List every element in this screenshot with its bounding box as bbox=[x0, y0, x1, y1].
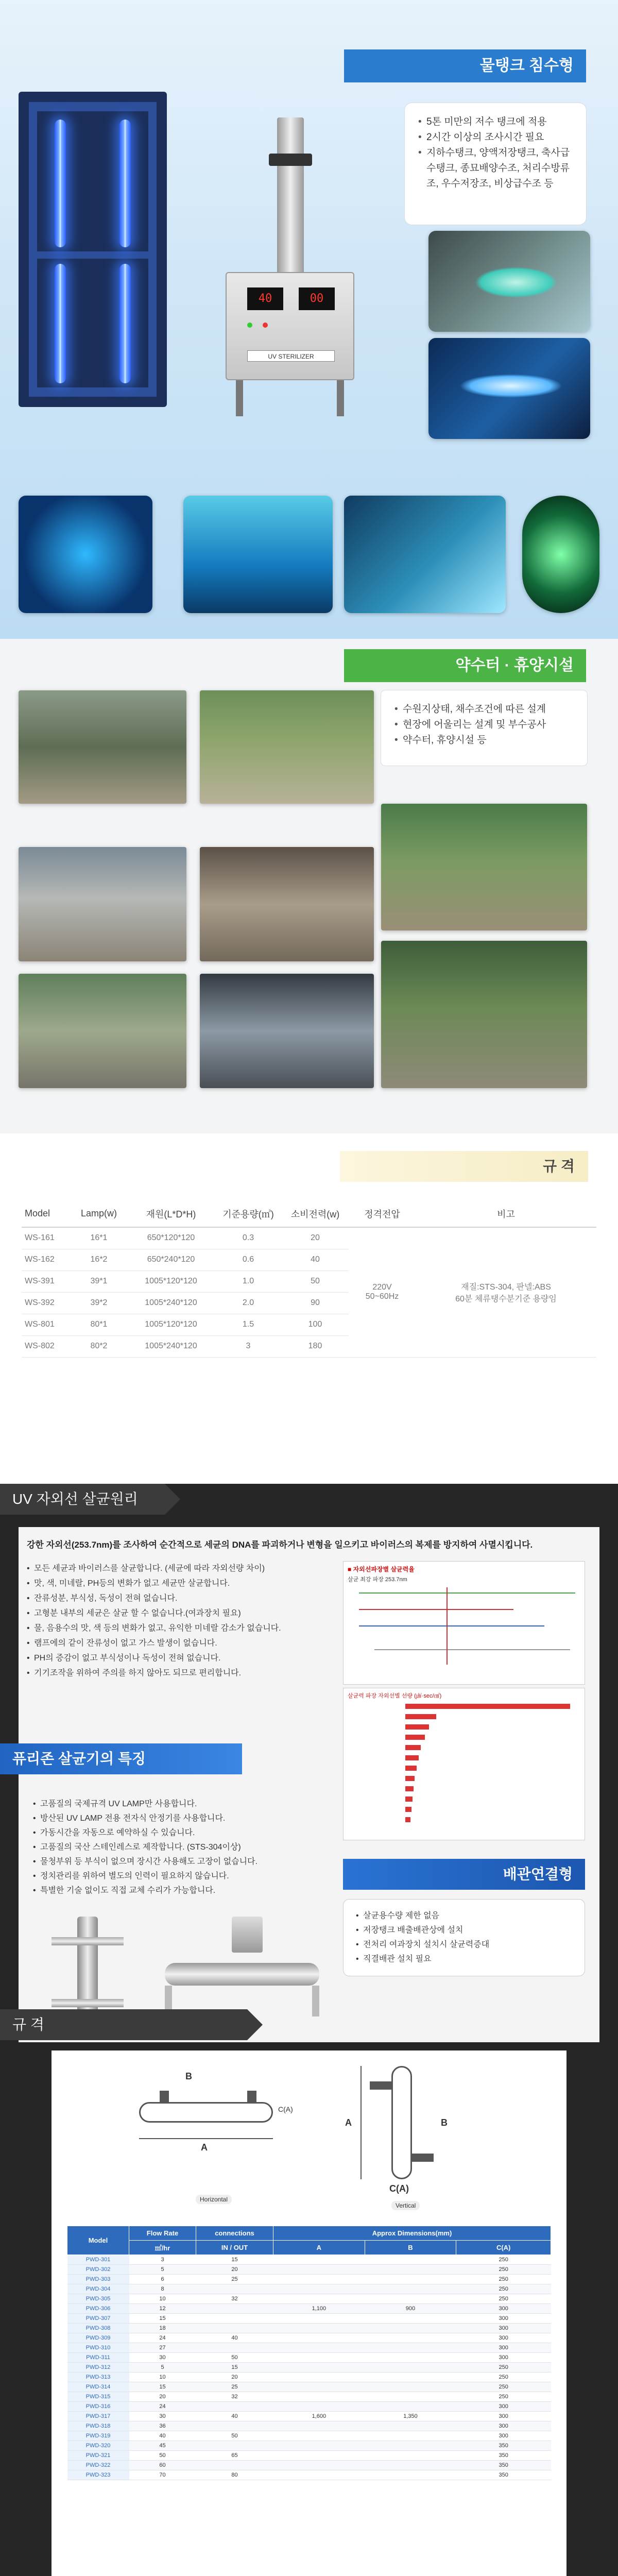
table-cell bbox=[273, 2451, 365, 2461]
table-cell: PWD-309 bbox=[67, 2333, 129, 2343]
table-row bbox=[67, 2441, 551, 2451]
table-cell: PWD-321 bbox=[67, 2451, 129, 2461]
table-row bbox=[67, 2363, 551, 2372]
table-cell: 25 bbox=[196, 2275, 273, 2284]
table-cell: 10 bbox=[129, 2372, 196, 2382]
site-photo-5 bbox=[200, 847, 374, 961]
table-row bbox=[67, 2470, 551, 2480]
table-cell bbox=[273, 2324, 365, 2333]
list-item: • 고품질의 국산 스테인레스로 제작합니다. (STS-304이상) bbox=[33, 1840, 317, 1855]
table-cell: 15 bbox=[129, 2314, 196, 2324]
table-cell: PWD-318 bbox=[67, 2421, 129, 2431]
table-cell bbox=[273, 2343, 365, 2353]
table-cell bbox=[273, 2255, 365, 2265]
uv-principle-title: UV 자외선 살균원리 bbox=[0, 1484, 165, 1515]
table-cell bbox=[273, 2441, 365, 2451]
table-cell: 40 bbox=[129, 2431, 196, 2441]
table-cell: 18 bbox=[129, 2324, 196, 2333]
table-cell bbox=[365, 2402, 456, 2412]
spec2-body bbox=[67, 2255, 551, 2480]
table-cell: 1,100 bbox=[273, 2304, 365, 2314]
table-cell: 32 bbox=[196, 2392, 273, 2402]
site-photo-8 bbox=[200, 974, 374, 1088]
timer-display-right: 00 bbox=[299, 287, 335, 310]
tank-photo-5 bbox=[344, 496, 506, 613]
table-cell: 30 bbox=[129, 2353, 196, 2363]
bullet: • 현장에 어울리는 설계 및 부수공사 bbox=[394, 717, 574, 733]
list-item: • 모든 세균과 바이러스를 살균합니다. (세균에 따라 자외선량 차이) bbox=[27, 1561, 325, 1576]
table-cell: 1,600 bbox=[273, 2412, 365, 2421]
table-cell bbox=[196, 2441, 273, 2451]
table-cell: PWD-319 bbox=[67, 2431, 129, 2441]
table-cell: 20 bbox=[196, 2265, 273, 2275]
table-row bbox=[67, 2265, 551, 2275]
wavelength-chart-sub: 살균 최강 파장 253.7nm bbox=[348, 1577, 407, 1583]
list-item: • 고품질의 국제규격 UV LAMP만 사용합니다. bbox=[33, 1797, 317, 1811]
uv-sterilizer-device bbox=[215, 117, 365, 427]
table-cell bbox=[365, 2343, 456, 2353]
drawing-label-a: A bbox=[201, 2142, 208, 2153]
table-cell bbox=[273, 2392, 365, 2402]
table-cell bbox=[365, 2461, 456, 2470]
bullet: • 2시간 이상의 조사시간 필요 bbox=[418, 130, 573, 145]
table-cell: 15 bbox=[196, 2363, 273, 2372]
spec2-col-a: A bbox=[273, 2241, 365, 2255]
table-cell bbox=[365, 2363, 456, 2372]
site-photo-4 bbox=[19, 847, 186, 961]
table-row bbox=[67, 2314, 551, 2324]
drawing-label-a-vertical: A bbox=[345, 2117, 352, 2128]
table-row bbox=[67, 2275, 551, 2284]
uv-lamp-frame-photo bbox=[19, 92, 167, 407]
site-photo-6 bbox=[381, 941, 587, 1088]
drawing-label-b-vertical: B bbox=[441, 2117, 448, 2128]
table-cell: 300 bbox=[456, 2333, 551, 2343]
table-cell: 40 bbox=[196, 2333, 273, 2343]
tank-immersion-bullets bbox=[405, 103, 586, 225]
table-cell: 36 bbox=[129, 2421, 196, 2431]
table-row bbox=[67, 2333, 551, 2343]
tank-photo-6 bbox=[522, 496, 599, 613]
table-cell: 300 bbox=[456, 2304, 551, 2314]
spec-table bbox=[22, 1200, 596, 1358]
table-cell: PWD-304 bbox=[67, 2284, 129, 2294]
spec-section bbox=[0, 1133, 618, 1484]
spec2-col-conn-sub: IN / OUT bbox=[196, 2241, 273, 2255]
list-item: • 고형분 내부의 세균은 살균 할 수 없습니다.(여과장치 필요) bbox=[27, 1606, 325, 1621]
table-row bbox=[67, 2382, 551, 2392]
table-cell bbox=[365, 2284, 456, 2294]
table-row bbox=[67, 2402, 551, 2412]
table-cell: 32 bbox=[196, 2294, 273, 2304]
table-cell: 50 bbox=[129, 2451, 196, 2461]
drawing-label-c: C(A) bbox=[278, 2105, 293, 2113]
table-row bbox=[67, 2431, 551, 2441]
col-power: 소비전력(w) bbox=[282, 1200, 349, 1227]
drawing-label-b: B bbox=[185, 2071, 192, 2081]
col-note: 비고 bbox=[416, 1200, 596, 1227]
list-item: • 물청부위 등 부식이 없으며 장시간 사용해도 고장이 없습니다. bbox=[33, 1855, 317, 1869]
list-item: • 전처리 여과장치 설치시 살균력증대 bbox=[356, 1938, 572, 1952]
table-cell bbox=[365, 2294, 456, 2304]
table-cell: PWD-315 bbox=[67, 2392, 129, 2402]
table-cell: 15 bbox=[129, 2382, 196, 2392]
table-cell bbox=[273, 2363, 365, 2372]
table-cell bbox=[365, 2353, 456, 2363]
table-cell: PWD-310 bbox=[67, 2343, 129, 2353]
table-cell: 250 bbox=[456, 2275, 551, 2284]
note-cell: 재질:STS-304, 판넬:ABS 60분 체류탱수분기준 용량임 bbox=[416, 1227, 596, 1357]
table-cell: PWD-317 bbox=[67, 2412, 129, 2421]
pipe-connection-list bbox=[343, 1899, 585, 1976]
table-row: WS-392 39*2 1005*240*120 2.0 90 bbox=[22, 1292, 596, 1314]
table-cell: 5 bbox=[129, 2265, 196, 2275]
spec2-col-dim: Approx Dimensions(mm) bbox=[273, 2226, 551, 2241]
table-cell: 250 bbox=[456, 2284, 551, 2294]
table-cell bbox=[273, 2431, 365, 2441]
site-photo-2 bbox=[200, 690, 374, 804]
table-cell: 350 bbox=[456, 2441, 551, 2451]
table-cell: 60 bbox=[129, 2461, 196, 2470]
col-voltage: 정격전압 bbox=[349, 1200, 416, 1227]
table-row: WS-162 16*2 650*240*120 0.6 40 bbox=[22, 1249, 596, 1270]
table-cell bbox=[365, 2451, 456, 2461]
table-cell bbox=[273, 2294, 365, 2304]
table-cell: 300 bbox=[456, 2421, 551, 2431]
bullet: • 수원지상태, 채수조건에 따른 설계 bbox=[394, 702, 574, 717]
timer-display-left: 40 bbox=[247, 287, 283, 310]
table-row bbox=[67, 2372, 551, 2382]
table-row bbox=[67, 2353, 551, 2363]
table-cell: 65 bbox=[196, 2451, 273, 2461]
table-cell bbox=[365, 2421, 456, 2431]
table-cell bbox=[273, 2314, 365, 2324]
table-cell: 27 bbox=[129, 2343, 196, 2353]
table-cell: 350 bbox=[456, 2470, 551, 2480]
table-cell bbox=[273, 2421, 365, 2431]
table-cell: PWD-302 bbox=[67, 2265, 129, 2275]
table-cell bbox=[273, 2284, 365, 2294]
list-item: • 정치관리를 위하여 별도의 인력이 필요하지 않습니다. bbox=[33, 1869, 317, 1884]
table-cell: PWD-311 bbox=[67, 2353, 129, 2363]
table-cell: 250 bbox=[456, 2363, 551, 2372]
bullet: • 5톤 미만의 저수 탱크에 적용 bbox=[418, 114, 573, 130]
pipe-connection-title: 배관연결형 bbox=[343, 1859, 585, 1890]
table-cell: 70 bbox=[129, 2470, 196, 2480]
tank-photo-4 bbox=[183, 496, 333, 613]
spec-title: 규 격 bbox=[340, 1151, 588, 1182]
spec2-col-conn: connections bbox=[196, 2226, 273, 2241]
list-item: • 기기조작을 위하여 주의를 하지 않아도 되므로 편리합니다. bbox=[27, 1666, 325, 1681]
col-capacity: 기준용량(㎥) bbox=[215, 1200, 282, 1227]
table-cell: 900 bbox=[365, 2304, 456, 2314]
spec2-col-b: B bbox=[365, 2241, 456, 2255]
list-item: • 특별한 기술 없이도 직접 교체 수리가 가능합니다. bbox=[33, 1884, 317, 1898]
table-cell bbox=[365, 2372, 456, 2382]
table-cell: 5 bbox=[129, 2363, 196, 2372]
table-cell bbox=[196, 2314, 273, 2324]
spec2-table bbox=[67, 2226, 551, 2480]
table-cell bbox=[196, 2284, 273, 2294]
table-cell: 10 bbox=[129, 2294, 196, 2304]
table-cell: PWD-301 bbox=[67, 2255, 129, 2265]
site-photo-7 bbox=[19, 974, 186, 1088]
tank-immersion-section bbox=[0, 0, 618, 639]
table-cell: 350 bbox=[456, 2451, 551, 2461]
table-row bbox=[67, 2343, 551, 2353]
table-cell bbox=[273, 2382, 365, 2392]
table-row bbox=[67, 2412, 551, 2421]
table-row bbox=[67, 2255, 551, 2265]
table-cell: 24 bbox=[129, 2333, 196, 2343]
list-item: • 방산된 UV LAMP 전용 전자식 안정기를 사용합니다. bbox=[33, 1811, 317, 1826]
table-row bbox=[67, 2451, 551, 2461]
table-cell: 20 bbox=[129, 2392, 196, 2402]
drawing-caption-horizontal: Horizontal bbox=[196, 2195, 232, 2204]
table-cell bbox=[365, 2265, 456, 2275]
list-item: • 저장탱크 배출배관상에 설치 bbox=[356, 1923, 572, 1938]
table-cell bbox=[365, 2431, 456, 2441]
table-cell: 12 bbox=[129, 2304, 196, 2314]
table-cell: 15 bbox=[196, 2255, 273, 2265]
table-cell: 300 bbox=[456, 2431, 551, 2441]
table-cell bbox=[365, 2441, 456, 2451]
table-cell: 45 bbox=[129, 2441, 196, 2451]
table-cell: 30 bbox=[129, 2412, 196, 2421]
spec2-col-model: Model bbox=[67, 2226, 129, 2255]
tank-photo-2 bbox=[428, 338, 590, 439]
table-cell: PWD-313 bbox=[67, 2372, 129, 2382]
table-cell: PWD-305 bbox=[67, 2294, 129, 2304]
table-cell: PWD-306 bbox=[67, 2304, 129, 2314]
table-cell: PWD-322 bbox=[67, 2461, 129, 2470]
table-cell: 250 bbox=[456, 2392, 551, 2402]
table-cell: PWD-320 bbox=[67, 2441, 129, 2451]
table-row: WS-801 80*1 1005*120*120 1.5 100 bbox=[22, 1314, 596, 1335]
dimension-drawing bbox=[124, 2061, 484, 2221]
tank-photo-1 bbox=[428, 231, 590, 332]
table-cell bbox=[273, 2402, 365, 2412]
table-cell: 50 bbox=[196, 2431, 273, 2441]
table-cell bbox=[365, 2275, 456, 2284]
table-cell: 300 bbox=[456, 2324, 551, 2333]
table-cell: 250 bbox=[456, 2265, 551, 2275]
table-row bbox=[67, 2284, 551, 2294]
table-cell bbox=[273, 2275, 365, 2284]
table-row bbox=[67, 2324, 551, 2333]
uv-principle-section bbox=[0, 1484, 618, 2576]
table-cell: 8 bbox=[129, 2284, 196, 2294]
bullet: • 지하수탱크, 양액저장탱크, 축사급수탱크, 종묘배양수조, 처리수방류조, 우수저장조, 비상급수조 등 bbox=[418, 145, 573, 192]
table-row bbox=[67, 2421, 551, 2431]
list-item: • 잔류성분, 부식성, 독성이 전혀 없습니다. bbox=[27, 1591, 325, 1606]
table-cell bbox=[365, 2382, 456, 2392]
drawing-label-c-vertical: C(A) bbox=[389, 2183, 409, 2194]
spec2-col-c: C(A) bbox=[456, 2241, 551, 2255]
table-cell bbox=[196, 2324, 273, 2333]
table-cell: 300 bbox=[456, 2343, 551, 2353]
table-row: WS-161 16*1 650*120*120 0.3 20 220V 50~60Hz 재질:STS-304, 판넬:ABS 60분 체류탱수분기준 용량임 bbox=[22, 1227, 596, 1249]
col-dimension: 재원(L*D*H) bbox=[127, 1200, 215, 1227]
table-cell: 6 bbox=[129, 2275, 196, 2284]
table-cell bbox=[365, 2324, 456, 2333]
drawing-caption-vertical: Vertical bbox=[391, 2201, 420, 2210]
col-model: Model bbox=[22, 1200, 71, 1227]
table-cell bbox=[273, 2461, 365, 2470]
table-cell bbox=[365, 2470, 456, 2480]
table-cell bbox=[273, 2372, 365, 2382]
spec2-title: 규 격 bbox=[0, 2009, 247, 2040]
table-cell: 250 bbox=[456, 2255, 551, 2265]
list-item: • 가동시간을 자동으로 예약하실 수 있습니다. bbox=[33, 1826, 317, 1840]
table-cell bbox=[273, 2333, 365, 2343]
tank-photo-3 bbox=[19, 496, 152, 613]
tank-immersion-title: 물탱크 침수형 bbox=[344, 49, 586, 82]
col-lamp: Lamp(w) bbox=[71, 1200, 127, 1227]
dose-chart bbox=[343, 1688, 585, 1840]
table-cell: 300 bbox=[456, 2314, 551, 2324]
table-cell: PWD-307 bbox=[67, 2314, 129, 2324]
list-item: • 물, 음용수의 맛, 색 등의 변화가 없고, 유익한 미네랄 감소가 없습니다. bbox=[27, 1621, 325, 1636]
list-item: • 살균용수량 제한 없음 bbox=[356, 1909, 572, 1923]
table-row bbox=[67, 2304, 551, 2314]
feature-list bbox=[21, 1788, 330, 1901]
table-cell bbox=[273, 2265, 365, 2275]
list-item: • 램프에의 같이 잔류성이 없고 가스 발생이 없습니다. bbox=[27, 1636, 325, 1651]
table-row: WS-802 80*2 1005*240*120 3 180 bbox=[22, 1335, 596, 1357]
site-photo-3 bbox=[381, 804, 587, 930]
site-photo-1 bbox=[19, 690, 186, 804]
table-cell: 3 bbox=[129, 2255, 196, 2265]
table-row bbox=[67, 2392, 551, 2402]
table-cell bbox=[365, 2392, 456, 2402]
wavelength-chart bbox=[343, 1561, 585, 1685]
table-cell: 250 bbox=[456, 2372, 551, 2382]
table-cell: PWD-303 bbox=[67, 2275, 129, 2284]
table-cell: 80 bbox=[196, 2470, 273, 2480]
spec2-col-flow-unit: ㎥/hr bbox=[129, 2241, 196, 2255]
principle-list bbox=[27, 1561, 325, 1681]
table-cell: 300 bbox=[456, 2412, 551, 2421]
feature-title: 퓨리존 살균기의 특징 bbox=[0, 1743, 242, 1774]
device-label: UV STERILIZER bbox=[247, 350, 335, 362]
table-cell bbox=[365, 2255, 456, 2265]
spring-resort-title: 약수터 · 휴양시설 bbox=[344, 649, 586, 682]
table-cell bbox=[273, 2353, 365, 2363]
bullet: • 약수터, 휴양시설 등 bbox=[394, 733, 574, 748]
table-cell: PWD-323 bbox=[67, 2470, 129, 2480]
table-cell: 20 bbox=[196, 2372, 273, 2382]
table-cell: 300 bbox=[456, 2402, 551, 2412]
table-cell bbox=[196, 2304, 273, 2314]
table-cell: 350 bbox=[456, 2461, 551, 2470]
list-item: • PH의 증감이 없고 부식성이나 독성이 전혀 없습니다. bbox=[27, 1651, 325, 1666]
wavelength-chart-title: ■ 자외선파장별 살균력율 bbox=[348, 1566, 415, 1573]
list-item: • 직결배관 설치 필요 bbox=[356, 1952, 572, 1967]
table-cell: 24 bbox=[129, 2402, 196, 2412]
table-cell: 25 bbox=[196, 2382, 273, 2392]
table-cell: PWD-308 bbox=[67, 2324, 129, 2333]
table-cell: 300 bbox=[456, 2353, 551, 2363]
pipe-device-photo-2 bbox=[154, 1917, 330, 2020]
list-item: • 맛, 색, 미네랄, PH등의 변화가 없고 세균만 살균합니다. bbox=[27, 1576, 325, 1591]
table-row: WS-391 39*1 1005*120*120 1.0 50 bbox=[22, 1270, 596, 1292]
table-row bbox=[67, 2461, 551, 2470]
table-cell bbox=[196, 2343, 273, 2353]
table-cell bbox=[196, 2402, 273, 2412]
voltage-cell: 220V 50~60Hz bbox=[349, 1227, 416, 1357]
table-row bbox=[67, 2294, 551, 2304]
spec2-col-flow: Flow Rate bbox=[129, 2226, 196, 2241]
table-cell bbox=[196, 2461, 273, 2470]
principle-headline: 강한 자외선(253.7nm)를 조사하여 순간적으로 세균의 DNA를 파괴하거나 변형을 일으키고 바이러스의 복제를 방지하여 사멸시킵니다. bbox=[27, 1540, 533, 1550]
table-cell bbox=[273, 2470, 365, 2480]
table-cell: PWD-312 bbox=[67, 2363, 129, 2372]
table-cell: 1,350 bbox=[365, 2412, 456, 2421]
table-cell: 40 bbox=[196, 2412, 273, 2421]
table-cell bbox=[365, 2314, 456, 2324]
table-cell bbox=[196, 2421, 273, 2431]
table-cell: 250 bbox=[456, 2294, 551, 2304]
table-cell: 250 bbox=[456, 2382, 551, 2392]
table-cell: 50 bbox=[196, 2353, 273, 2363]
table-cell bbox=[365, 2333, 456, 2343]
table-cell: PWD-314 bbox=[67, 2382, 129, 2392]
dose-chart-title: 살균력 파장 자외선별 선량 (㎼·sec/㎠) bbox=[348, 1693, 442, 1699]
spring-resort-section bbox=[0, 639, 618, 1133]
table-cell: PWD-316 bbox=[67, 2402, 129, 2412]
spring-resort-bullets bbox=[381, 690, 587, 766]
